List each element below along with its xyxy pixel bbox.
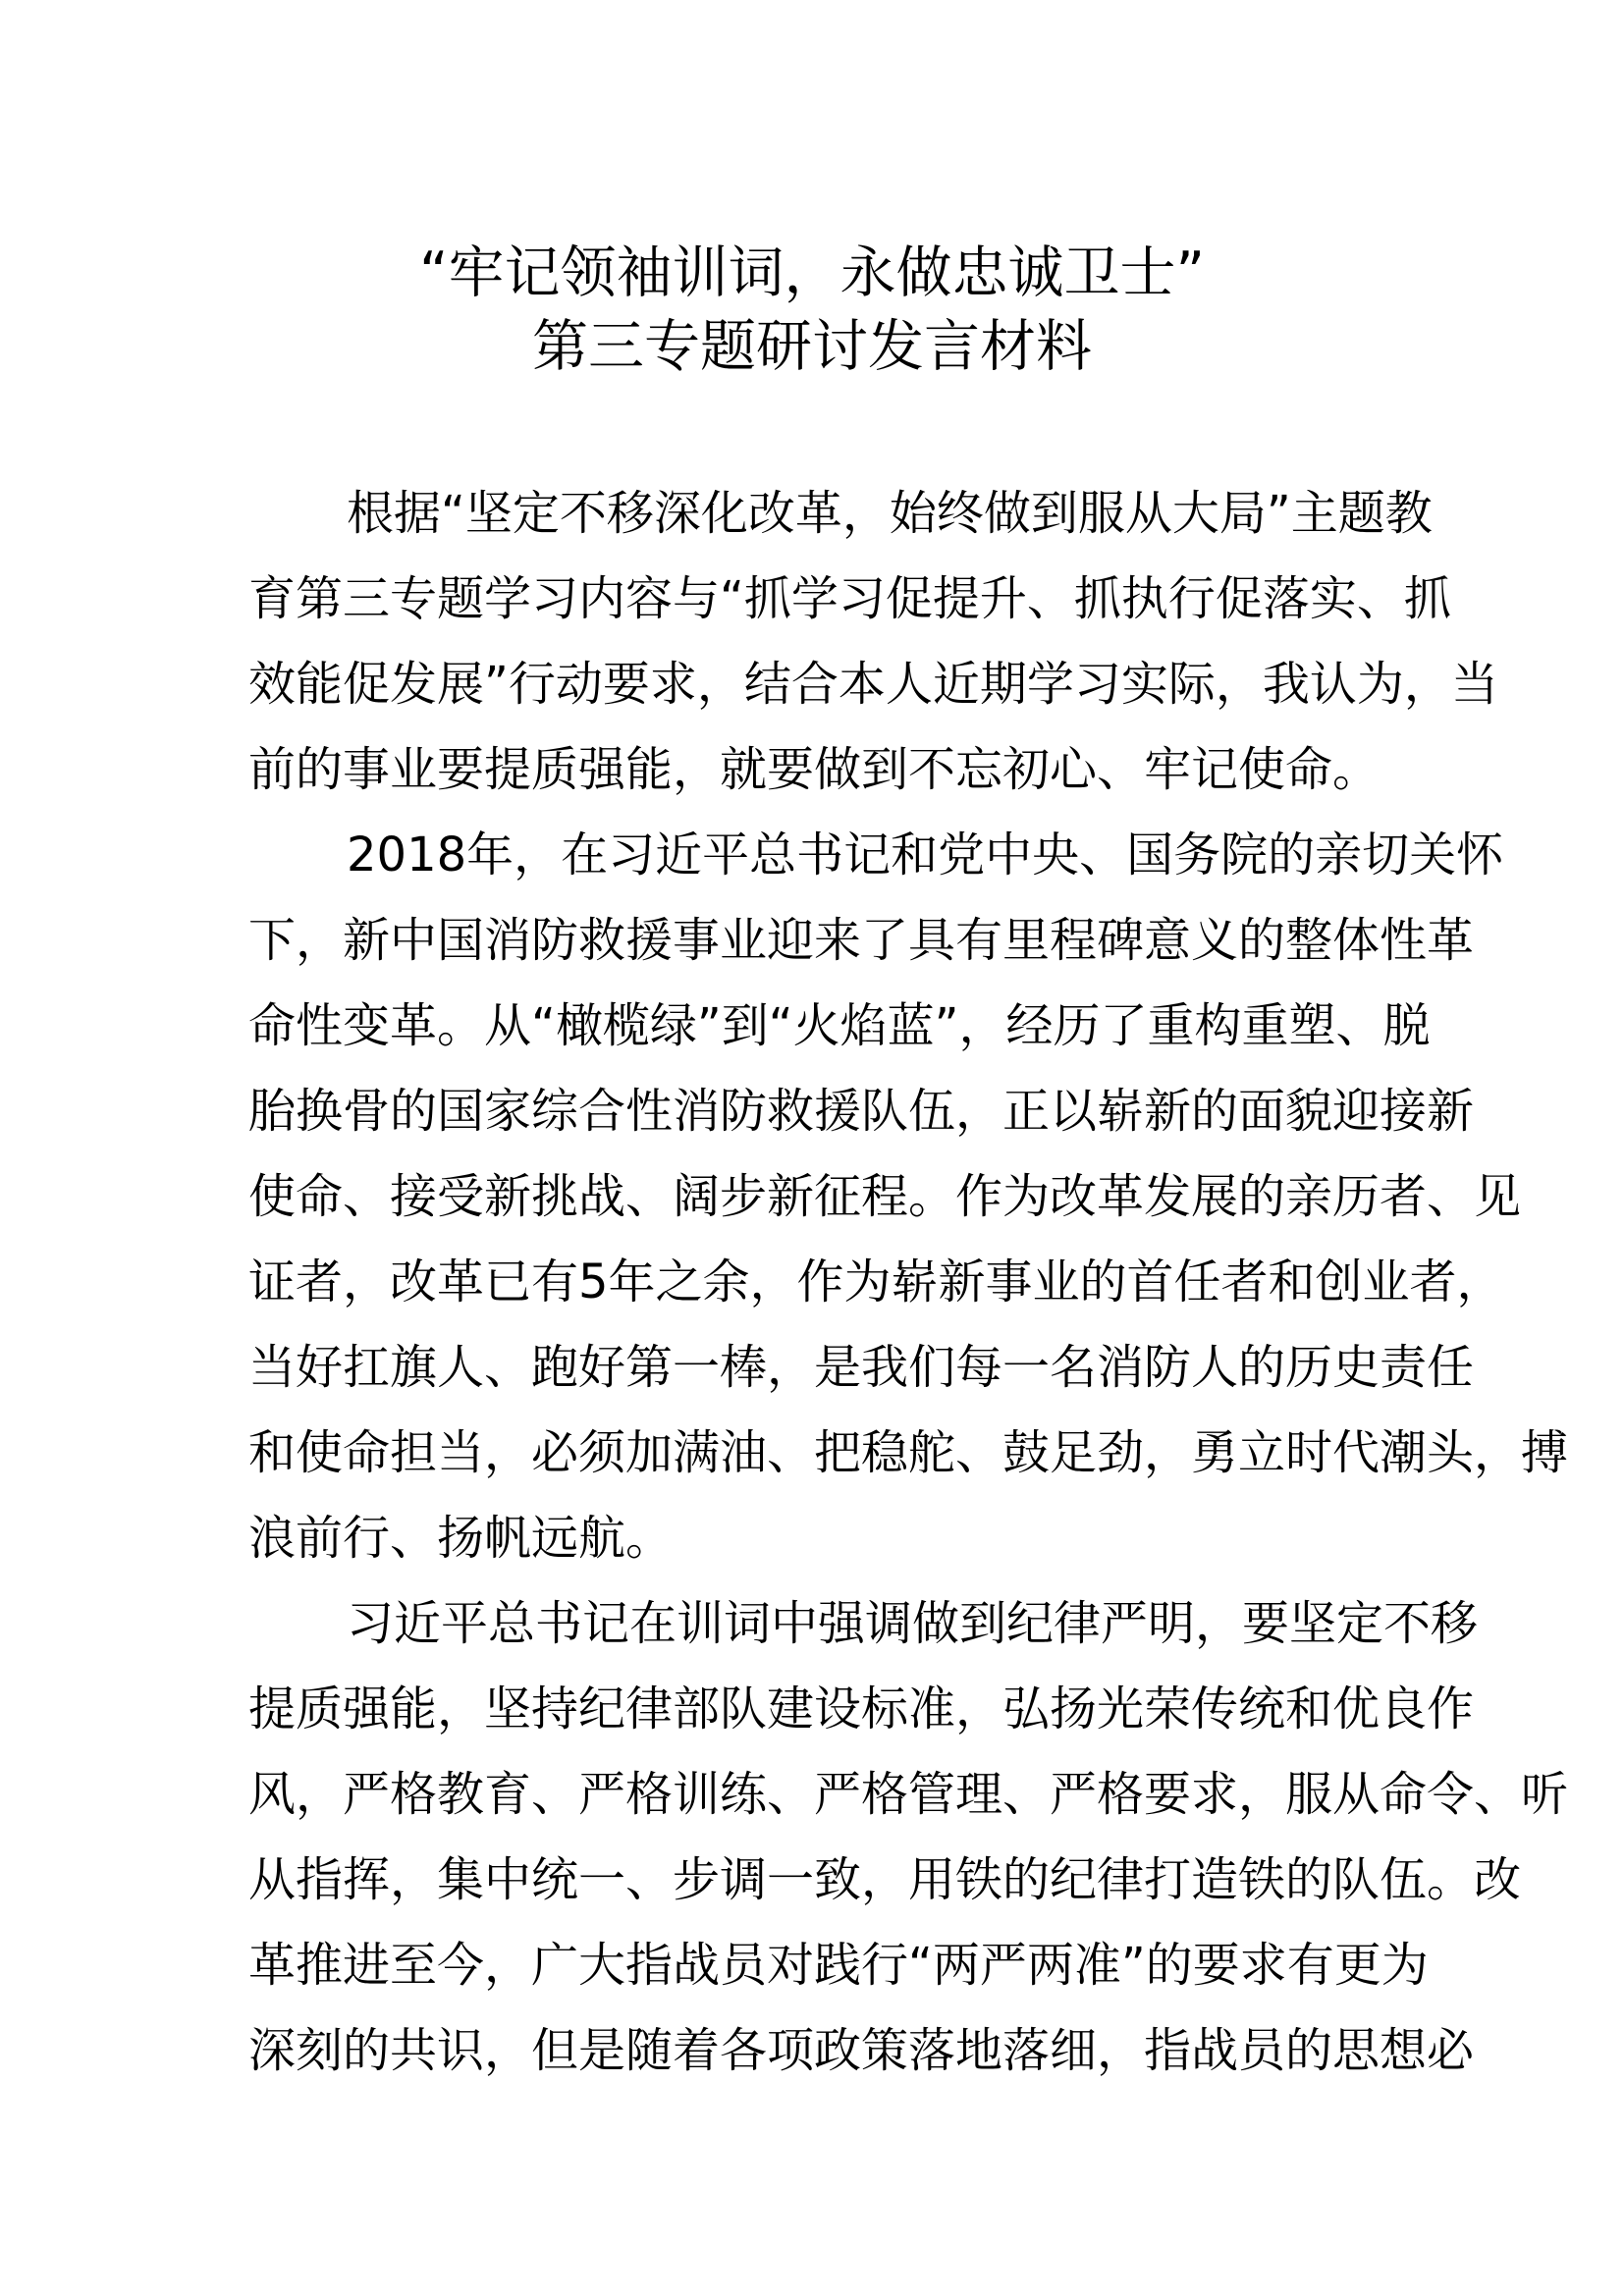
paragraph-line: 当好扛旗人、跑好第一棒，是我们每一名消防人的历史责任 [248,1340,1475,1395]
paragraph-line: 和使命担当，必须加满油、把稳舵、鼓足劲，勇立时代潮头，搏 [248,1425,1569,1480]
paragraph-line: 命性变革。从“橄榄绿”到“火焰蓝”，经历了重构重塑、脱 [248,998,1431,1053]
paragraph [248,813,1569,1581]
paragraph-line: 提质强能，坚持纪律部队建设标准，弘扬光荣传统和优良作 [248,1682,1475,1736]
paragraph-line: 革推进至今，广大指战员对践行“两严两准”的要求有更为 [248,1938,1429,1993]
paragraph-line: 育第三专题学习内容与“抓学习促提升、抓执行促落实、抓 [248,571,1451,626]
paragraph-line: 胎换骨的国家综合性消防救援队伍，正以崭新的面貌迎接新 [248,1084,1475,1139]
document-body [248,471,1569,2094]
paragraph [248,471,1498,813]
paragraph-line: 浪前行、扬帆远航。 [248,1511,674,1566]
paragraph-line: 深刻的共识，但是随着各项政策落地落细，指战员的思想必 [248,2023,1475,2078]
paragraph-line: 风，严格教育、严格训练、严格管理、严格要求，服从命令、听 [248,1767,1569,1822]
paragraph-line: 根据“坚定不移深化改革，始终做到服从大局”主题教 [347,486,1433,541]
paragraph [248,1581,1569,2094]
document-title-line-2: 第三专题研讨发言材料 [532,314,1092,379]
paragraph-line: 2018年，在习近平总书记和党中央、国务院的亲切关怀 [347,828,1504,882]
paragraph-line: 前的事业要提质强能，就要做到不忘初心、牢记使命。 [248,742,1380,797]
paragraph-line: 使命、接受新挑战、阔步新征程。作为改革发展的亲历者、见 [248,1169,1522,1224]
paragraph-line: 习近平总书记在训词中强调做到纪律严明，要坚定不移 [347,1596,1479,1651]
paragraph-line: 效能促发展”行动要求，结合本人近期学习实际，我认为，当 [248,657,1498,712]
document-title-line-1: “牢记领袖训词，永做忠诚卫士” [418,240,1206,305]
paragraph-line: 证者，改革已有5年之余，作为崭新事业的首任者和创业者， [248,1255,1504,1309]
paragraph-line: 从指挥，集中统一、步调一致，用铁的纪律打造铁的队伍。改 [248,1852,1522,1907]
paragraph-line: 下，新中国消防救援事业迎来了具有里程碑意义的整体性革 [248,913,1475,968]
